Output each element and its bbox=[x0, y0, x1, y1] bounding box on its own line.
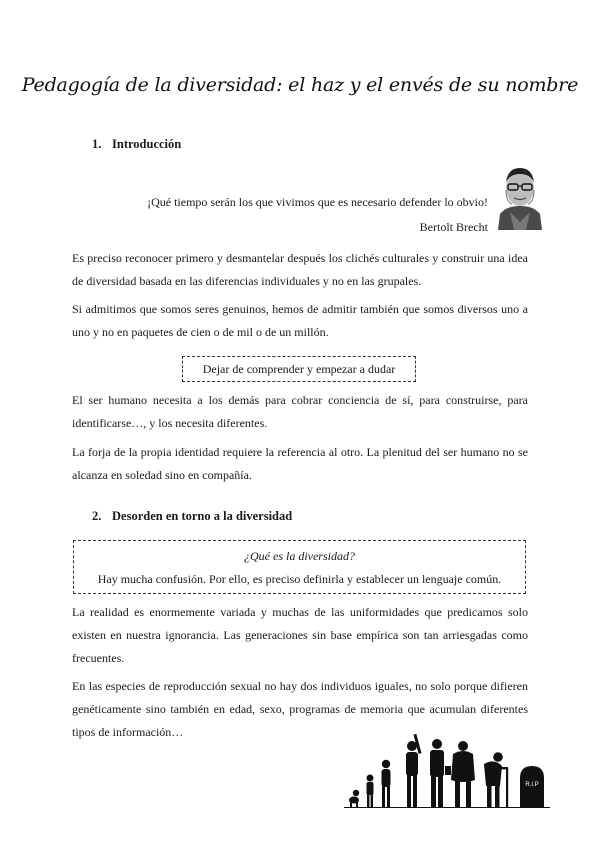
paragraph: La forja de la propia identidad requiere la referencia al otro. La plenitud del ser humano no se alcanza en soledad sino en compañía. bbox=[72, 445, 528, 482]
tombstone-text: R.I.P bbox=[525, 782, 539, 788]
document-title: Pedagogía de la diversidad: el haz y el envés de su nombre bbox=[21, 74, 579, 96]
paragraph: En las especies de reproducción sexual no hay dos individuos iguales, no solo porque difieren genéticamente sino también en edad, sexo, programas de memoria que acumulan diferentes tipos de información… bbox=[72, 679, 528, 739]
section-2-number: 2. bbox=[92, 509, 102, 523]
answer-text: Hay mucha confusión. Por ello, es preciso definirla y establecer un lenguaje común. bbox=[97, 572, 502, 586]
epigraph-author: Bertolt Brecht bbox=[419, 220, 488, 234]
question-text: ¿Qué es la diversidad? bbox=[244, 549, 355, 563]
section-2-heading bbox=[92, 509, 292, 524]
paragraph: Es preciso reconocer primero y desmantelar después los clichés culturales y construir una idea de diversidad basada en las diferencias individuales y no en las grupales. bbox=[72, 251, 528, 288]
paragraph: La realidad es enormemente variada y muchas de las uniformidades que predicamos solo existen en nuestra ignorancia. Las generaciones sin base empírica son tan arriesgadas como frecuentes. bbox=[72, 605, 528, 665]
paragraph: El ser humano necesita a los demás para cobrar conciencia de sí, para construirse, para identificarse…, y los necesita diferentes. bbox=[72, 393, 528, 430]
life-stages-illustration bbox=[344, 730, 550, 808]
brecht-portrait bbox=[496, 160, 544, 230]
question-box bbox=[73, 540, 526, 594]
section-1-number: 1. bbox=[92, 137, 102, 151]
epigraph-text: ¡Qué tiempo serán los que vivimos que es necesario defender lo obvio! bbox=[147, 195, 488, 209]
section-1-title: Introducción bbox=[112, 137, 182, 151]
section-1-heading bbox=[92, 137, 181, 152]
section-2-title: Desorden en torno a la diversidad bbox=[112, 509, 293, 523]
highlight-box: Dejar de comprender y empezar a dudar bbox=[182, 356, 416, 382]
epigraph bbox=[147, 190, 488, 240]
paragraph: Si admitimos que somos seres genuinos, hemos de admitir también que somos diversos uno a uno y no en paquetes de cien o de mil o de un millón. bbox=[72, 302, 528, 339]
